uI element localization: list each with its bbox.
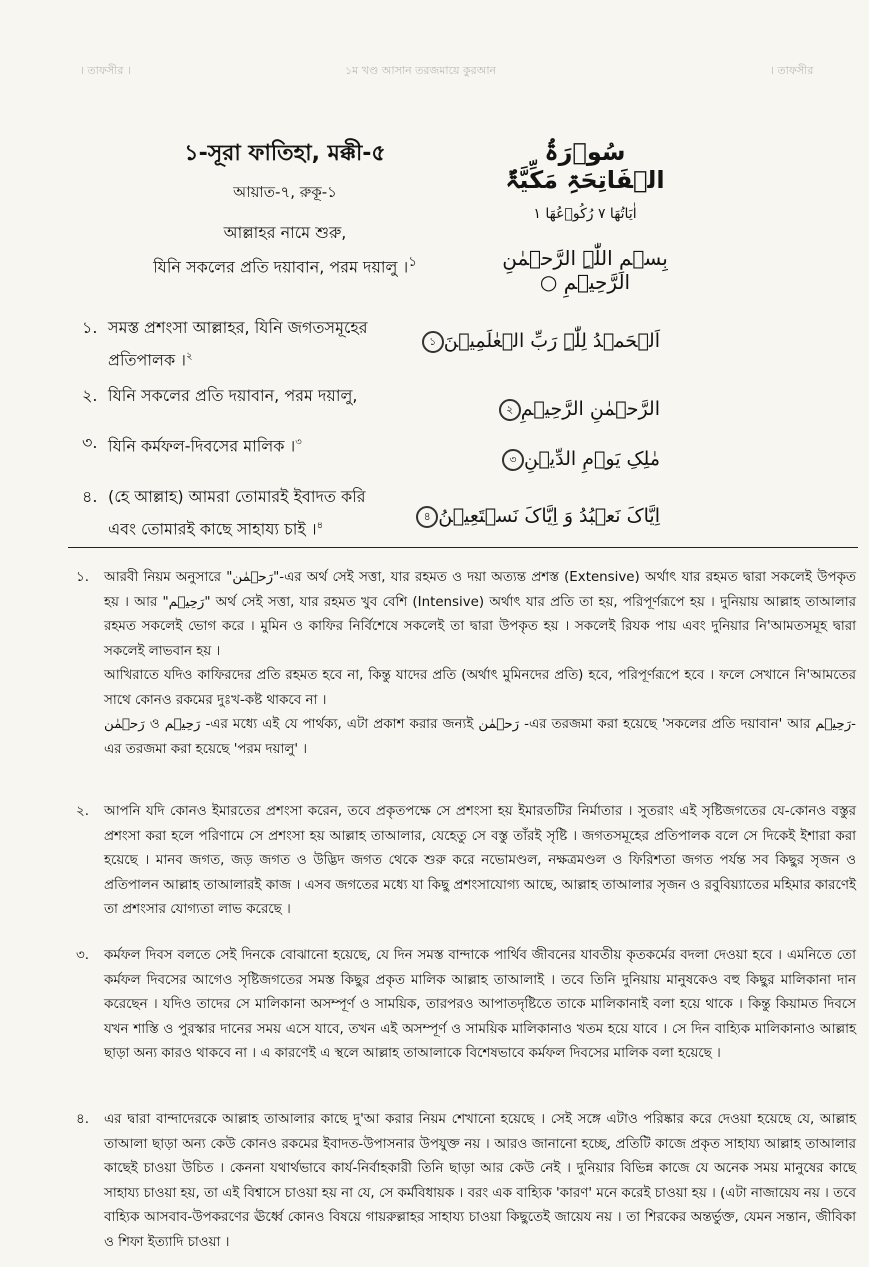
verse-3-bn	[82, 428, 442, 460]
surah-header-arabic	[500, 138, 670, 294]
surah-title-ar: سُوۡرَۃُ الۡفَاتِحَۃِ مَکِّیَّۃٌ	[505, 138, 665, 194]
verse-text: (হে আল্লাহ) আমরা তোমারই ইবাদত করি	[108, 487, 366, 506]
footnote-ref: ২	[185, 351, 193, 362]
footnote-2	[76, 800, 856, 923]
footnote-number: ৪.	[76, 1112, 89, 1127]
footnote-paragraph: আখিরাতে যদিও কাফিরদের প্রতি রহমত হবে না, কিন্তু যাদের প্রতি (অর্থাৎ মুমিনদের প্রতি) হবে, পরিপূর্ণরূপে হবে । ফলে সেখানে নি'আমতের সাথে কোনও রকমের দুঃখ-কষ্ট থাকবে না ।	[104, 668, 856, 708]
footnote-number: ২.	[76, 804, 89, 819]
footnote-paragraph: কর্মফল দিবস বলতে সেই দিনকে বোঝানো হয়েছে, যে দিন সমস্ত বান্দাকে পার্থিব জীবনের যাবতীয় কৃতকর্মের বদলা দেওয়া হবে । এমনিতে তো কর্মফল দিবসের আগেও সৃষ্টিজগতের সমস্ত কিছুর প্রকৃত মালিক আল্লাহ তাআলাই । তবে তিনি দুনিয়ায় মানুষকেও বহু কিছুর মালিকানা দান করেছেন । যদিও তাদের সে মালিকানা অসম্পূর্ণ ও সাময়িক, তারপরও আপাতদৃষ্টিতে তাকে মালিকানাই বলা হয়ে থাকে । কিন্তু কিয়ামত দিবসে যখন শাস্তি ও পুরস্কার দানের সময় এসে যাবে, তখন এই অসম্পূর্ণ ও সাময়িক মালিকানাও খতম হয়ে যাবে । সে দিন বাহ্যিক মালিকানাও আল্লাহ ছাড়া অন্য কারও থাকবে না । এ কারণেই এ স্থলে আল্লাহ তাআলাকে বিশেষভাবে কর্মফল দিবসের মালিক বলা হয়েছে ।	[104, 948, 856, 1061]
verse-text-ar: اِیَّاکَ نَعۡبُدُ وَ اِیَّاکَ نَسۡتَعِیۡنُ	[438, 505, 660, 527]
ayat-ruku-bn: আয়াত-৭, রুকূ-১	[233, 183, 337, 201]
verse-number: ২.	[82, 386, 98, 405]
running-header-left: । তাফসীর ।	[80, 64, 131, 77]
bismillah-ar: بِسۡمِ اللّٰہِ الرَّحۡمٰنِ الرَّحِیۡمِ ○	[502, 246, 668, 294]
verse-text: যিনি সকলের প্রতি দয়াবান, পরম দয়ালু,	[108, 386, 358, 405]
ayah-end-marker-icon: ৪	[416, 506, 438, 528]
footnote-1	[76, 566, 856, 762]
ayah-end-marker-icon: ২	[499, 399, 521, 421]
verse-2-bn	[82, 381, 442, 410]
surah-title-bn: ১-সূরা ফাতিহা, মক্কী-৫	[184, 141, 386, 166]
verse-number: ৩.	[82, 433, 98, 452]
verse-1-bn	[82, 313, 442, 374]
verse-text: এবং তোমারই কাছে সাহায্য চাই ।	[108, 519, 317, 539]
verse-text: যিনি কর্মফল-দিবসের মালিক ।	[108, 436, 296, 456]
running-header-center: ১ম খণ্ড আসান তরজমায়ে কুরআন	[345, 64, 497, 77]
verse-1-ar	[429, 330, 660, 353]
ayat-ruku-ar: اٰیَاتُهَا ۷ رُکُوۡعُهَا ۱	[533, 206, 637, 222]
running-header	[0, 62, 869, 82]
verse-4-bn	[82, 482, 442, 543]
verse-4-ar	[423, 505, 660, 528]
ayah-end-marker-icon: ১	[422, 331, 444, 353]
footnote-4	[76, 1108, 856, 1255]
verse-text-ar: اَلۡحَمۡدُ لِلّٰہِ رَبِّ الۡعٰلَمِیۡنَ	[443, 330, 660, 352]
verse-3-ar	[500, 448, 660, 471]
footnote-ref: ১	[408, 255, 417, 270]
footnote-paragraph: এর দ্বারা বান্দাদেরকে আল্লাহ তাআলার কাছে দু'আ করার নিয়ম শেখানো হয়েছে । সেই সঙ্গে এটাও পরিষ্কার করে দেওয়া হয়েছে যে, আল্লাহ তাআলা ছাড়া অন্য কেউ কোনও রকমের ইবাদত-উপাসনার উপযুক্ত নয় । আরও জানানো হচ্ছে, প্রতিটি কাজে প্রকৃত সাহায্য আল্লাহ তাআলার কাছেই চাওয়া উচিত । কেননা যথার্থভাবে কার্য-নির্বাহকারী তিনি ছাড়া আর কেউ নেই । দুনিয়ার বিভিন্ন কাজে যে অনেক সময় মানুষের কাছে সাহায্য চাওয়া হয়, তা এই বিশ্বাসে চাওয়া হয় না যে, সে কর্মবিধায়ক । বরং এক বাহ্যিক 'কারণ' মনে করেই চাওয়া হয় । (এটা নাজায়েয নয় । তবে বাহ্যিক আসবাব-উপকরণের ঊর্ধ্বে কোনও বিষয়ে গায়রুল্লাহর সাহায্য চাওয়া কিছুতেই জায়েয নয় । তা শিরকের অন্তর্ভুক্ত, যেমন সন্তান, জীবিকা ও শিফা ইত্যাদি চাওয়া ।	[104, 1112, 856, 1250]
footnote-number: ১.	[76, 570, 89, 585]
footnote-number: ৩.	[76, 948, 89, 963]
footnote-ref: ৪	[316, 520, 324, 531]
ayah-end-marker-icon: ৩	[502, 449, 524, 471]
footnote-paragraph: আরবী নিয়ম অনুসারে "رَحۡمٰن"-এর অর্থ সেই সত্তা, যার রহমত ও দয়া অত্যন্ত প্রশস্ত (Extensive) অর্থাৎ যার রহমত দ্বারা সকলেই উপকৃত হয় । আর "رَحِیۡم" অর্থ সেই সত্তা, যার রহমত খুব বেশি (Intensive) অর্থাৎ যার প্রতি তা হয়, পরিপূর্ণরূপে হয় । দুনিয়ায় আল্লাহ তাআলার রহমত সকলেই ভোগ করে । মুমিন ও কাফির নির্বিশেষে সকলেই তা দ্বারা উপকৃত হয় । সকলেই রিযক পায় এবং দুনিয়ার নি'আমতসমূহ দ্বারা সকলেই লাভবান হয় ।	[104, 570, 856, 659]
bismillah-bn-line2: যিনি সকলের প্রতি দয়াবান, পরম দয়ালু ।$^১$	[153, 255, 417, 277]
surah-header-bengali	[130, 136, 440, 282]
verse-number: ১.	[82, 318, 98, 337]
verse-number: ৪.	[82, 487, 98, 506]
running-header-right: । তাফসীর	[770, 64, 814, 77]
verse-text: প্রতিপালক ।	[108, 350, 186, 370]
divider-rule	[68, 547, 858, 548]
footnote-paragraph: আপনি যদি কোনও ইমারতের প্রশংসা করেন, তবে প্রকৃতপক্ষে সে প্রশংসা হয় ইমারতটির নির্মাতার । সুতরাং এই সৃষ্টিজগতের যে-কোনও বস্তুর প্রশংসা করা হলে পরিণামে সে প্রশংসা হয় আল্লাহ তাআলার, যেহেতু সে বস্তু তাঁরই সৃষ্টি । জগতসমূহের প্রতিপালক বলে সে দিকেই ইশারা করা হয়েছে । মানব জগত, জড় জগত ও উদ্ভিদ জগত থেকে শুরু করে নভোমণ্ডল, নক্ষত্রমণ্ডল ও ফিরিশতা জগত পর্যন্ত সব কিছুর সৃজন ও প্রতিপালন আল্লাহ তাআলারই কাজ । এসব জগতের মধ্যে যা কিছু প্রশংসাযোগ্য আছে, আল্লাহ তাআলার সৃজন ও রবুবিয়্যাতের মহিমার কারণেই তা প্রশংসার যোগ্যতা লাভ করেছে ।	[104, 804, 856, 917]
footnote-paragraph: رَحۡمٰن ও رَحِیۡم -এর মধ্যে এই যে পার্থক্য, এটা প্রকাশ করার জন্যই رَحۡمٰن -এর তরজমা করা হয়েছে 'সকলের প্রতি দয়াবান' আর رَحِیۡم-এর তরজমা করা হয়েছে 'পরম দয়ালু' ।	[104, 717, 856, 757]
verse-text-ar: مٰلِکِ یَوۡمِ الدِّیۡنِ	[523, 448, 660, 470]
bismillah-bn-line1: আল্লাহর নামে শুরু,	[223, 223, 347, 242]
verse-2-ar	[500, 398, 660, 421]
footnote-ref: ৩	[295, 437, 302, 448]
verse-text: সমস্ত প্রশংসা আল্লাহর, যিনি জগতসমূহের	[108, 318, 368, 337]
verse-text-ar: الرَّحۡمٰنِ الرَّحِیۡمِ	[520, 398, 660, 420]
footnote-3	[76, 944, 856, 1067]
